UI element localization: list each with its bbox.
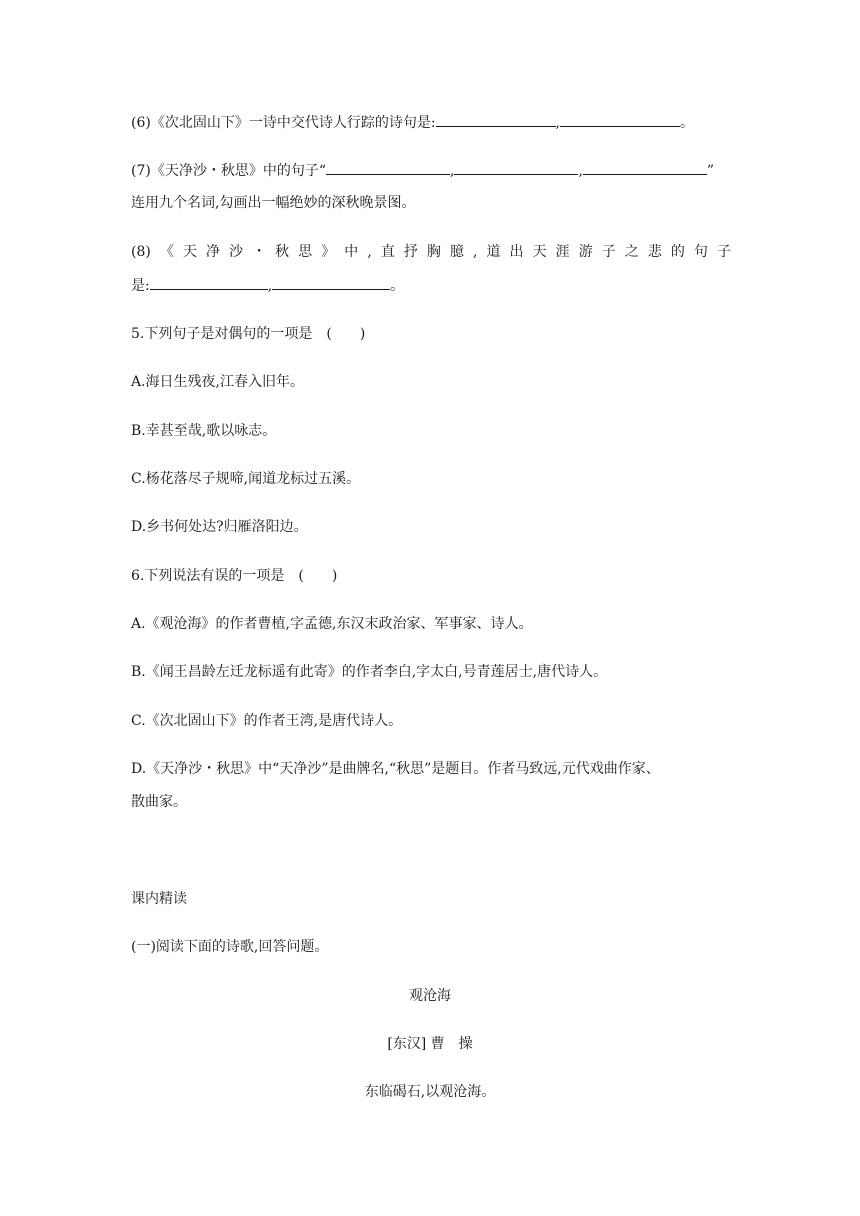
section-subheading: (一)阅读下面的诗歌,回答问题。 <box>131 939 329 955</box>
q6-text: (6)《次北固山下》一诗中交代诗人行踪的诗句是: <box>131 115 436 131</box>
poem-author: [东汉] 曹 操 <box>387 1036 473 1052</box>
answer-blank[interactable] <box>560 112 680 127</box>
question-6-option-d-line2: 散曲家。 <box>131 794 187 810</box>
question-5-option-d[interactable]: D.乡书何处达?归雁洛阳边。 <box>131 519 308 535</box>
question-6-option-b[interactable]: B.《闻王昌龄左迁龙标遥有此寄》的作者李白,字太白,号青莲居士,唐代诗人。 <box>131 664 608 680</box>
question-6-option-d[interactable]: D.《天净沙・秋思》中“天净沙”是曲牌名,“秋思”是题目。作者马致远,元代戏曲作家、 <box>131 761 660 777</box>
question-4-7: (7)《天净沙・秋思》中的句子“ , , ” <box>131 160 714 181</box>
question-5-option-b[interactable]: B.幸甚至哉,歌以咏志。 <box>131 423 277 439</box>
question-6-option-c[interactable]: C.《次北固山下》的作者王湾,是唐代诗人。 <box>131 713 403 729</box>
question-5-option-c[interactable]: C.杨花落尽子规啼,闻道龙标过五溪。 <box>131 471 361 487</box>
section-heading: 课内精读 <box>131 891 187 907</box>
question-5-option-a[interactable]: A.海日生残夜,江春入旧年。 <box>131 374 305 390</box>
question-4-8-line2: 是: , 。 <box>131 275 404 296</box>
answer-blank[interactable] <box>436 112 556 127</box>
answer-blank[interactable] <box>326 160 450 175</box>
answer-blank[interactable] <box>272 275 390 290</box>
answer-blank[interactable] <box>150 275 268 290</box>
answer-blank[interactable] <box>454 160 578 175</box>
poem-line: 东临碣石,以观沧海。 <box>364 1084 496 1100</box>
question-6-stem: 6.下列说法有误的一项是 ( ) <box>131 568 338 584</box>
question-4-7-line2: 连用九个名词,勾画出一幅绝妙的深秋晚景图。 <box>131 195 416 211</box>
answer-blank[interactable] <box>583 160 707 175</box>
question-4-6: (6)《次北固山下》一诗中交代诗人行踪的诗句是: , 。 <box>131 112 694 133</box>
question-6-option-a[interactable]: A.《观沧海》的作者曹植,字孟德,东汉末政治家、军事家、诗人。 <box>131 616 533 632</box>
poem-title: 观沧海 <box>409 988 451 1004</box>
question-5-stem: 5.下列句子是对偶句的一项是 ( ) <box>131 326 366 342</box>
q7-text: (7)《天净沙・秋思》中的句子“ <box>131 163 326 179</box>
question-4-8-line1: (8) 《 天 净 沙 ・ 秋 思 》 中 , 直 抒 胸 臆 , 道 出 天 涯 游 子 之 悲 的 句 子 <box>131 244 731 260</box>
